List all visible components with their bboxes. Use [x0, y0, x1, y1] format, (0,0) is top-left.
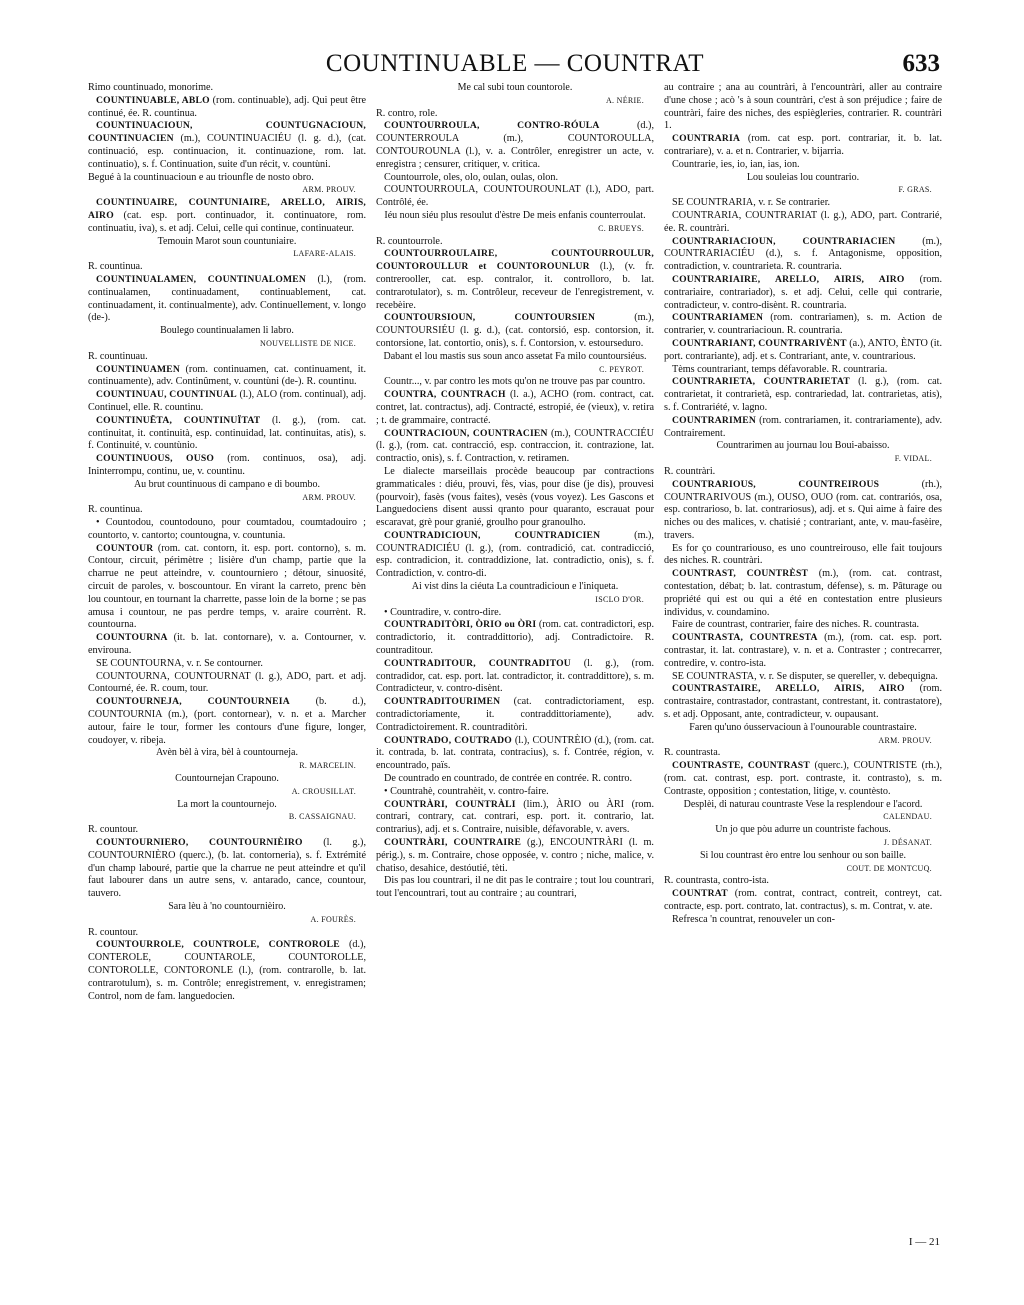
entry-text: COUNTRARIA, COUNTRARIAT (l. g.), ADO, part. Contrarié, ée. R. countràri. — [664, 209, 942, 234]
entry-text: (rom. continuamen, cat. continuament, it. continuamente), adv. Continûment, v. countùni (de-). R. countinu. — [88, 363, 366, 388]
entry-text: F. GRAS. — [898, 185, 932, 195]
entry-text: (querc.), COUNTRISTE (rh.), (rom. cat. contrast, esp. port. contraste, it. contrasto), s. m. Contraste, opposition ; contestation, litige, v. countèsto. — [664, 760, 942, 797]
citation-source — [88, 248, 366, 261]
headword: COUNTRADITÒRI, ÒRIO ou ÒRI — [384, 619, 537, 631]
dictionary-entry — [88, 197, 366, 235]
quotation — [376, 351, 654, 364]
entry-text: (cat. esp. port. continuador, it. continuatore, rom. continuatiu, iva), s. et adj. Celui, celle qui continue, continuateur. — [88, 209, 366, 234]
entry-text: (rom. continuos, osa), adj. Ininterrompu, continu, ue, v. countinu. — [88, 453, 366, 477]
entry-text: R. countour. — [88, 926, 139, 938]
quotation — [88, 747, 366, 760]
entry-text: (rom. contrariamen), s. m. Action de contrarier, v. countrariacioun. R. countraria. — [664, 312, 942, 337]
dictionary-entry — [376, 312, 654, 350]
entry-text: Avèn bèl à vira, bèl à countourneja. — [156, 747, 298, 759]
dictionary-entry — [664, 376, 942, 414]
entry-text: De countrado en countrado, de contrée en contrée. R. contro. — [384, 773, 633, 785]
entry-text: (it. b. lat. contornare), v. a. Contourner, v. envirouna. — [88, 632, 366, 657]
quotation — [664, 722, 942, 735]
entry-text: (rom. cat. contradictori, esp. contradictorio, it. contraddittorio), adj. Contradictoire. R. countraditour. — [376, 619, 654, 657]
entry-text: (rom. continuable), adj. Qui peut être continué, ée. R. countinua. — [88, 94, 366, 119]
dictionary-entry — [376, 530, 654, 581]
entry-text: Lou souleias lou countrario. — [746, 171, 860, 183]
entry-text: Me cal subi toun countorole. — [457, 82, 573, 93]
headword: COUNTRARIA — [672, 133, 741, 145]
column-right — [664, 82, 942, 1242]
citation-source — [376, 223, 654, 236]
entry-text: CALENDAU. — [883, 812, 932, 822]
entry-text: (l. g.), COUNTOURNIÈRO (querc.), (b. lat. contorneria), s. f. Extrémité d'un champ labouré, partie que la charrue ne peut atteindre et qu'il faut labourer dans un autre sens, v. antarado, cance, countour, tauvero. — [88, 837, 366, 900]
entry-text: Es for ço countrariouso, es uno countreirouso, elle fait toujours des niches. R. countràri. — [664, 542, 942, 567]
entry-text: (l.), COUNTRÈIO (d.), (rom. cat. it. contrada, b. lat. contrata, contracius), s. f. Contrée, région, v. encountrado, païs. — [376, 734, 654, 772]
entry-text: Au brut countinuous di campano e di boumbo. — [133, 478, 321, 490]
dictionary-entry — [664, 875, 942, 888]
dictionary-entry — [88, 274, 366, 325]
entry-text: (rom. contrariamen, it. contrariamente), adv. Contrairement. — [664, 414, 942, 439]
headword: COUNTRARIAMEN — [672, 312, 764, 324]
quotation — [88, 479, 366, 492]
entry-text: A. NÉRIE. — [605, 95, 644, 105]
headword: COUNTOURNIERO, COUNTOURNIÈIRO — [96, 837, 303, 849]
entry-text: (rom. contrariaire, contrariador), s. et adj. Celui, celle qui contrarie, contradicteur, v. contro-disènt. R. countraria. — [664, 273, 942, 311]
column-left — [88, 82, 366, 1242]
entry-text: ARM. PROUV. — [878, 735, 932, 745]
entry-text: A. CROUSILLAT. — [291, 786, 356, 796]
headword: COUNTINUALAMEN, COUNTINUALOMEN — [96, 273, 306, 285]
entry-text: Countrarie, ies, io, ian, ias, ion. — [672, 158, 800, 170]
entry-text: (a.), ANTO, ÈNTO (it. port. contrariante), adj. et s. Contrariant, ante, v. countrarious. — [664, 337, 942, 362]
entry-text: • Countrahè, countrahèit, v. contro-faire. — [384, 785, 549, 797]
entry-text: Desplèi, di naturau countraste Vese la resplendour e l'acord. — [683, 798, 923, 810]
headword: COUNTRARIACIOUN, COUNTRARIACIEN — [672, 235, 896, 247]
entry-text: (m.), COUNTINUACIÉU (l. g. d.), (cat. continuació, esp. continuacion, it. continuazione, rom. lat. continuatio), s. f. Continuation, suite d'un récit, v. countùni. — [88, 133, 366, 170]
citation-source — [88, 338, 366, 351]
dictionary-entry — [88, 824, 366, 837]
headword: COUNTOURROLE, COUNTROLE, CONTROROLE — [96, 939, 340, 951]
page-header — [90, 46, 940, 86]
entry-text: Boulego countinualamen li labro. — [160, 325, 294, 337]
dictionary-entry — [664, 683, 942, 721]
headword: COUNTRADO, COUTRADO — [384, 734, 512, 746]
entry-text: (m.), COUNTRARIACIÉU (d.), s. f. Antagonisme, opposition, contradiction, v. countrarieta. R. countraria. — [664, 235, 942, 273]
citation-source — [88, 184, 366, 197]
quotation — [88, 901, 366, 914]
entry-text: Rimo countinuado, monorime. — [88, 82, 214, 93]
entry-text: (rom. contrat, contract, contreit, contreyt, cat. contracte, esp. port. contrato, lat. contractus), s. m. Contrat, v. ate. — [664, 888, 942, 912]
dictionary-entry — [88, 120, 366, 171]
dictionary-entry — [664, 312, 942, 338]
citation-source — [664, 735, 942, 748]
dictionary-columns — [88, 82, 942, 1242]
dictionary-entry — [376, 172, 654, 185]
dictionary-entry — [376, 619, 654, 657]
entry-text: Le dialecte marseillais procède beaucoup par contractions grammaticales : diéu, prouvi, fès, vias, pour dise (je dis), prouvesi (pourvoir), fasès (vous faites), vesès (vous voyez). Les Gascons et Languedociens disent aussi qranto pour quaranto, escrauat pour escaravat, grè pour granié, groulho pour granoulho. — [376, 465, 654, 529]
dictionary-entry — [88, 364, 366, 390]
dictionary-entry — [664, 543, 942, 569]
dictionary-entry — [376, 120, 654, 171]
citation-source — [376, 364, 654, 377]
dictionary-entry — [664, 159, 942, 172]
headword: COUNTRARIOUS, COUNTREIROUS — [672, 478, 880, 490]
entry-text: Sara lèu à 'no countournièiro. — [168, 901, 286, 912]
entry-text: (m.), (rom. cat. esp. port. contrastar, it. lat. contrastare), v. n. et a. Contraster ; contrecarrer, contredire, v. contro-ista. — [664, 632, 942, 669]
dictionary-entry — [376, 837, 654, 875]
entry-text: J. DÉSANAT. — [883, 838, 932, 848]
entry-text: NOUVELLISTE DE NICE. — [260, 338, 356, 348]
headword: COUNTRAT — [672, 888, 728, 900]
entry-text: R. countràri. — [664, 465, 716, 477]
entry-text: B. CASSAIGNAU. — [288, 812, 356, 822]
entry-text: (l.), (v. fr. contrerooller, cat. esp. contralor, it. controlloro, b. lat. contrarotulator), s. m. Contrôleur, receveur de l'enregistrement, v. recebèire. — [376, 261, 654, 311]
citation-source — [376, 594, 654, 607]
headword: COUNTINUACIOUN, COUNTUGNACIOUN, COUNTINUACIEN — [88, 120, 366, 145]
dictionary-entry — [664, 671, 942, 684]
entry-text: R. countinuau. — [88, 350, 148, 362]
headword: COUNTRADITOUR, COUNTRADITOU — [384, 657, 571, 669]
dictionary-entry — [376, 428, 654, 466]
quotation — [664, 440, 942, 453]
entry-text: Countourrole, oles, olo, oulan, oulas, olon. — [384, 171, 559, 183]
entry-text: Countrarimen au journau lou Boui-abaisso. — [716, 440, 890, 452]
dictionary-entry — [88, 415, 366, 453]
entry-text: R. countinua. — [88, 504, 143, 516]
dictionary-entry — [664, 747, 942, 760]
entry-text: SE COUNTOURNA, v. r. Se contourner. — [96, 657, 263, 669]
entry-text: (d.), COUNTERROULA (m.), COUNTOROULLA, CONTOUROUNLA (l.), v. a. Contrôler, enregistrer un acte, v. enregistra ; censurer, critiquer, v. critica. — [376, 120, 654, 170]
citation-source — [88, 914, 366, 927]
entry-text: (l. g.), (rom. cat. continuitat, it. continuità, esp. continuidad, lat. continuitas, atis), s. f. Continuité, v. countùnio. — [88, 414, 366, 452]
entry-text: SE COUNTRASTA, v. r. Se disputer, se quereller, v. debequigna. — [672, 670, 938, 682]
headword: COUNTRA, COUNTRACH — [384, 389, 506, 401]
entry-text: Tèms countrariant, temps défavorable. R. countraria. — [672, 363, 888, 375]
dictionary-entry — [664, 760, 942, 798]
entry-text: (rom. cat esp. port. contrariar, it. b. lat. contrariare), v. a. et n. Contrarier, v. bijarria. — [664, 133, 942, 157]
entry-text: ISCLO D'OR. — [595, 594, 644, 604]
headword: COUNTRÀRI, COUNTRAIRE — [384, 837, 522, 849]
citation-source — [88, 492, 366, 505]
headword: COUNTINUAU, COUNTINUAL — [96, 389, 237, 401]
headword: COUNTINUAMEN — [96, 363, 180, 375]
dictionary-entry — [664, 197, 942, 210]
dictionary-entry — [376, 607, 654, 620]
dictionary-entry — [664, 479, 942, 543]
entry-text: (rom. cat. contorn, it. esp. port. contorno), s. m. Contour, circuit, périmètre ; lisière d'un champ, partie que la charrue ne peut atteindre, v. countourniero ; détour, sinuosité, circuit de paroles, v. boscountour. En virant la carreto, prenc bèn lou countour, en tournant la charrette, passe loin de la borne ; se pas amusa i countour, ne pas perdre temps, v. araire courrènt. R. countourna. — [88, 542, 366, 631]
dictionary-entry — [88, 172, 366, 185]
entry-text: A. FOURÈS. — [310, 914, 356, 924]
dictionary-entry — [376, 696, 654, 734]
entry-text: (m.), (rom. cat. contrast, contestation, débat; b. lat. contrastum, défense), s. m. Pâturage ou propriété qui est ou qui a été en contestation entre plusieurs individus, v. coundamino. — [664, 568, 942, 618]
entry-text: Dis pas lou countrari, il ne dit pas le contraire ; tout lou countrari, tout l'encountrari, tout au contraire ; au countrari, — [376, 875, 654, 900]
headword: COUNTRACIOUN, COUNTRACIEN — [384, 427, 548, 439]
dictionary-entry — [376, 658, 654, 696]
headword: COUNTRASTA, COUNTRESTA — [672, 632, 818, 644]
headword: COUNTRASTAIRE, ARELLO, AIRIS, AIRO — [672, 683, 905, 695]
column-middle — [376, 82, 654, 1242]
headword: COUNTOURSIOUN, COUNTOURSIEN — [384, 312, 596, 324]
entry-text: LAFARE-ALAIS. — [293, 249, 356, 259]
signature-mark: I — 21 — [908, 1236, 940, 1248]
dictionary-entry — [88, 658, 366, 671]
entry-text: COUT. DE MONTCUQ. — [846, 863, 932, 873]
quotation — [664, 850, 942, 863]
entry-text: Countr..., v. par contro les mots qu'on ne trouve pas par countro. — [384, 376, 646, 388]
entry-text: Countournejan Crapouno. — [175, 773, 279, 785]
entry-text: Begué à la countinuacioun e au triounfle de nosto obro. — [88, 171, 314, 183]
entry-text: Faire de countrast, contrarier, faire des niches. R. countrasta. — [672, 619, 920, 631]
dictionary-entry — [664, 632, 942, 670]
quotation — [664, 824, 942, 837]
dictionary-entry — [664, 274, 942, 312]
headword: COUNTINUAIRE, COUNTUNIAIRE, ARELLO, AIRIS, AIRO — [88, 197, 366, 221]
entry-text: Faren qu'uno óusservacioun à l'ounourable countrastaire. — [689, 721, 917, 733]
entry-text: C. PEYROT. — [599, 364, 644, 374]
entry-text: R. countour. — [88, 824, 139, 836]
quotation — [88, 236, 366, 249]
quotation — [376, 82, 654, 95]
dictionary-entry — [376, 248, 654, 312]
dictionary-entry — [664, 914, 942, 927]
headword: COUNTOURNEJA, COUNTOURNEIA — [96, 696, 290, 708]
quotation — [664, 799, 942, 812]
dictionary-entry — [664, 415, 942, 441]
entry-text: (rom. contrastaire, contrastador, contrastant, contrestant, it. contrastatore), s. et adj. Opposant, ante, contradicteur, v. oupausant. — [664, 683, 942, 721]
dictionary-entry — [376, 773, 654, 786]
entry-text: C. BRUEYS. — [598, 223, 644, 233]
dictionary-entry — [376, 799, 654, 837]
entry-text: • Countodou, countodouno, pour coumtadou, coumtadouiro ; countorto, v. cantorto; countougna, v. countunia. — [88, 517, 366, 541]
quotation — [376, 210, 654, 223]
entry-text: (l. g.), (rom. contradidor, cat. esp. port. lat. contradictor, it. contraddittore), s. m. Contradicteur, v. contro-disènt. — [376, 657, 654, 695]
entry-text: (cat. contradictoriament, esp. contradictoriamente, it. contraddittoriamente), adv. Contradictoirement. R. countraditòri. — [376, 696, 654, 733]
dictionary-entry — [376, 875, 654, 901]
citation-source — [88, 786, 366, 799]
entry-text: (d.), CONTEROLE, COUNTAROLE, COUNTOROLLE, CONTOROLLE, CONTORONLE (l.), (rom. contrarolle, b. lat. contrarotulum), s. m. Contrôle; enregistrement, v. enregistramen; Control, nom de fam. languedocien. — [88, 939, 366, 1002]
quotation — [88, 773, 366, 786]
dictionary-entry — [664, 568, 942, 619]
dictionary-entry — [88, 927, 366, 940]
dictionary-entry — [376, 184, 654, 210]
entry-text: R. contro, role. — [376, 107, 438, 119]
entry-text: (l.), ALO (rom. continual), adj. Continuel, elle. R. countinu. — [88, 389, 366, 413]
entry-text: Ai vist dins la ciéuta La countradicioun e l'iniqueta. — [411, 581, 619, 593]
citation-source — [88, 760, 366, 773]
quotation — [664, 172, 942, 185]
dictionary-entry — [376, 108, 654, 121]
entry-text: Un jo que pòu adurre un countriste fachous. — [715, 824, 891, 836]
entry-text: Refresca 'n countrat, renouveler un con- — [672, 913, 836, 925]
headword: COUNTRARIAIRE, ARELLO, AIRIS, AIRO — [672, 273, 905, 285]
dictionary-entry — [376, 376, 654, 389]
dictionary-entry — [664, 133, 942, 159]
quotation — [376, 581, 654, 594]
dictionary-entry — [664, 619, 942, 632]
dictionary-entry — [88, 95, 366, 121]
headword: COUNTINUOUS, OUSO — [96, 453, 215, 465]
entry-text: SE COUNTRARIA, v. r. Se contrarier. — [672, 197, 831, 209]
dictionary-entry — [664, 888, 942, 914]
headword: COUNTINUABLE, ABLO — [96, 94, 210, 106]
dictionary-entry — [376, 236, 654, 249]
entry-text: • Countradire, v. contro-dire. — [384, 606, 502, 618]
headword: COUNTOURROULA, CONTRO-RÓULA — [384, 120, 600, 132]
dictionary-entry — [88, 671, 366, 697]
dictionary-entry — [376, 786, 654, 799]
headword: COUNTRADICIOUN, COUNTRADICIEN — [384, 529, 601, 541]
entry-text: R. countourrole. — [376, 235, 443, 247]
dictionary-entry — [376, 735, 654, 773]
entry-text: (m.), COUNTRADICIÉU (l. g.), (rom. contradició, cat. contradicció, esp. contradicion, it. contraddizione, lat. contradictio, onis), s. f. Contradiction, v. contro-di. — [376, 529, 654, 580]
headword: COUNTRARIMEN — [672, 414, 756, 426]
citation-source — [664, 184, 942, 197]
dictionary-entry — [88, 504, 366, 517]
entry-text: Iéu noun siéu plus resoulut d'èstre De meis enfanis counterroulat. — [384, 209, 646, 221]
dictionary-entry — [88, 696, 366, 747]
entry-text: COUNTOURROULA, COUNTOUROUNLAT (l.), ADO, part. Contrôlé, ée. — [376, 184, 654, 209]
dictionary-entry — [88, 389, 366, 415]
citation-source — [664, 811, 942, 824]
entry-text: (l. a.), ACHO (rom. contract, cat. contret, lat. contractus), adj. Contracté, estropié, ée (vieux), v. retira ; t. de grammaire, contracté. — [376, 389, 654, 426]
entry-text: (g.), ENCOUNTRÀRI (l. m. périg.), s. m. Contraire, chose opposée, v. contro ; niche, malice, v. chatiso, desahice, destóutié, tèti. — [376, 837, 654, 874]
citation-source — [664, 837, 942, 850]
entry-text: (rh.), COUNTRARIVOUS (m.), OUSO, OUO (rom. cat. contrariós, osa, esp. contrarioso, b. lat. contrariosus), adj. et s. Qui aime à faire des niches ou des malices, v. chatisié ; contrariant, ante, v. mau-fasèire, travers. — [664, 478, 942, 541]
entry-text: Dabant el lou mastis sus soun anco assetat Fa milo countoursiéus. — [383, 350, 647, 362]
dictionary-entry — [88, 837, 366, 901]
dictionary-entry — [88, 351, 366, 364]
headword: COUNTRARIANT, COUNTRARIVÈNT — [672, 337, 847, 349]
headword: COUNTOURROULAIRE, COUNTOURROULUR, COUNTOROULLUR et COUNTOROUNLUR — [376, 248, 654, 273]
headword: COUNTRARIETA, COUNTRARIETAT — [672, 376, 850, 388]
entry-text: La mort la countournejo. — [177, 798, 277, 810]
dictionary-entry — [88, 939, 366, 1003]
headword: COUNTRAST, COUNTRÈST — [672, 568, 809, 580]
entry-text: R. MARCELIN. — [299, 761, 356, 771]
page-number: 633 — [902, 50, 940, 77]
headword: COUNTINUËTA, COUNTINUÏTAT — [96, 414, 261, 426]
dictionary-entry — [88, 261, 366, 274]
dictionary-entry — [664, 364, 942, 377]
dictionary-entry — [664, 210, 942, 236]
dictionary-entry — [664, 82, 942, 133]
entry-text: (b. d.), COUNTOURNIA (m.), (port. contornear), v. n. et a. Marcher autour, faire le tour, former les contours d'une figure, longer, coudoyer, v. ribeja. — [88, 696, 366, 746]
dictionary-entry — [88, 453, 366, 479]
entry-text: (l.), (rom. continualamen, continuadament, continuablement, cat. continuadament, it. continualmente), adv. Continuellement, v. longo (de-). — [88, 273, 366, 324]
entry-text: (l. g.), (rom. cat. contrarietat, it contrarietà, esp. contrariedad, lat. contrarietas, atis), s. f. Contrariété, v. lagno. — [664, 376, 942, 413]
quotation — [88, 799, 366, 812]
citation-source — [376, 95, 654, 108]
headword: COUNTOUR — [96, 542, 154, 554]
entry-text: ARM. PROUV. — [302, 185, 356, 195]
entry-text: COUNTOURNA, COUNTOURNAT (l. g.), ADO, part. et adj. Contourné, ée. R. coum, tour. — [88, 670, 366, 695]
quotation — [88, 325, 366, 338]
entry-text: (m.), COUNTRACCIÉU (l. g.), (rom. cat. contracció, esp. contraccion, it. contrazione, lat. contractio, onis), s. f. Contraction, v. retiramen. — [376, 427, 654, 465]
entry-text: au contraire ; ana au countràri, à l'encountràri, aller au contraire d'une chose ; acò 's à soun countràri, c'est à son préjudice ; faire de countràri, faire des niches, des espiègleries, contrarier. R. countràri 1. — [664, 82, 942, 132]
headword: COUNTOURNA — [96, 632, 168, 644]
entry-text: (m.), COUNTOURSIÉU (l. g. d.), (cat. contorsió, esp. contorsion, it. contorsione, lat. contortio, onis), s. f. Contorsion, v. estourseduro. — [376, 312, 654, 349]
dictionary-entry — [664, 466, 942, 479]
headword: COUNTRÀRI, COUNTRÀLI — [384, 798, 516, 810]
dictionary-entry — [376, 389, 654, 427]
dictionary-entry — [88, 82, 366, 95]
headword: COUNTRADITOURIMEN — [384, 696, 501, 708]
entry-text: (lim.), ÀRIO ou ÀRI (rom. contrari, contrary, cat. contrari, esp. port. it. contrario, lat. contrarius), adj. et s. Contraire, nuisible, défavorable, v. avers. — [376, 798, 654, 836]
dictionary-entry — [664, 338, 942, 364]
dictionary-entry — [664, 236, 942, 274]
citation-source — [88, 811, 366, 824]
dictionary-entry — [376, 466, 654, 530]
citation-source — [664, 453, 942, 466]
entry-text: ARM. PROUV. — [302, 492, 356, 502]
dictionary-entry — [88, 517, 366, 543]
entry-text: R. countinua. — [88, 261, 143, 273]
entry-text: Temouin Marot soun countuniaire. — [157, 235, 297, 247]
citation-source — [664, 863, 942, 876]
dictionary-entry — [88, 632, 366, 658]
entry-text: R. countrasta, contro-ista. — [664, 875, 769, 887]
running-head: COUNTINUABLE — COUNTRAT — [325, 50, 705, 77]
entry-text: Si lou countrast èro entre lou senhour ou son baille. — [699, 849, 907, 861]
entry-text: R. countrasta. — [664, 747, 721, 759]
headword: COUNTRASTE, COUNTRAST — [672, 760, 810, 772]
dictionary-entry — [88, 543, 366, 633]
entry-text: F. VIDAL. — [894, 454, 932, 464]
